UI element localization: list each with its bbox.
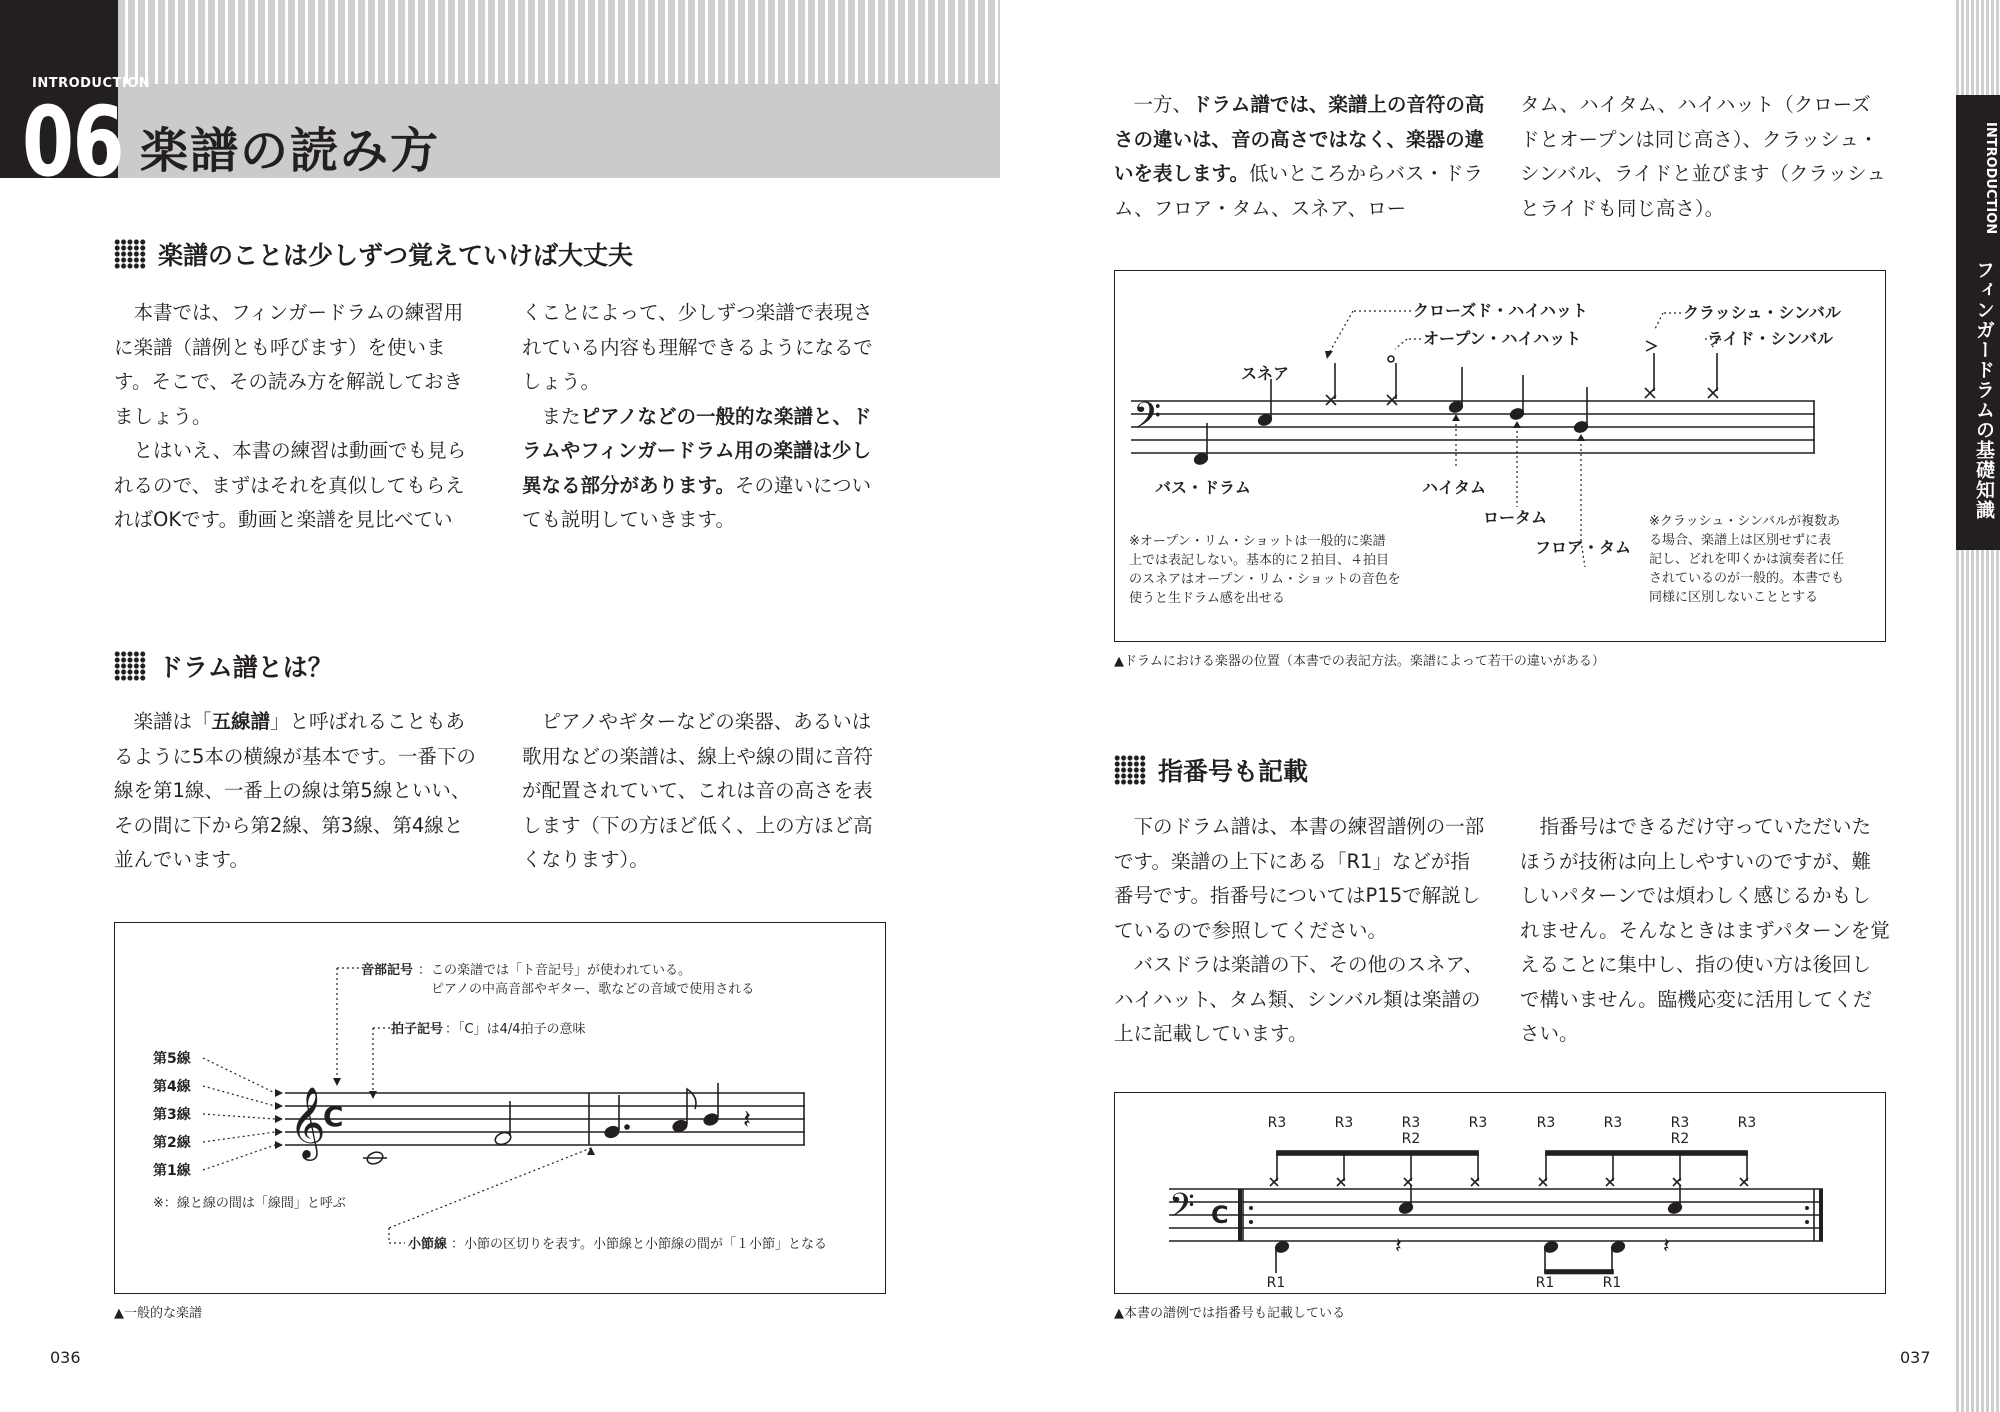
header-number-text: 06: [22, 86, 124, 198]
label-floortom: フロア・タム: [1535, 538, 1632, 557]
text: 楽譜は「: [133, 710, 212, 733]
s3-col2: [1520, 88, 1890, 226]
finger-top-8: R3: [1737, 1115, 1757, 1131]
quarter-rest-icon: 𝄽: [1663, 1234, 1670, 1259]
header-number: [22, 86, 124, 198]
clef-label: 音部記号: [361, 963, 414, 978]
bold-text: 五線譜: [211, 710, 271, 733]
general-staff-svg: [115, 923, 885, 1293]
line-label-2: 第2線: [153, 1135, 191, 1151]
s1-col1: [114, 296, 476, 538]
note-right-1: ※クラッシュ・シンバルが複数あ: [1649, 514, 1841, 529]
finger-top-5: R3: [1536, 1115, 1556, 1131]
text: 一方、: [1133, 93, 1193, 116]
dot-grid-icon: [114, 651, 146, 681]
finger-top-1: R3: [1267, 1115, 1287, 1131]
dot-grid-icon: [1114, 755, 1146, 785]
figure-caption: ▲本書の譜例では指番号も記載している: [1114, 1306, 1345, 1321]
section-heading-2: [114, 648, 333, 684]
clef-text-1: ：この楽譜では「ト音記号」が使われている。: [418, 963, 692, 978]
figure-caption: ▲一般的な楽譜: [114, 1306, 202, 1321]
paragraph: くことによって、少しずつ楽譜で表現されている内容も理解できるようになるでしょう。: [522, 301, 873, 393]
finger-mid-1: R2: [1401, 1131, 1421, 1147]
s4-col2: [1520, 810, 1890, 1052]
figure-caption: ▲ドラムにおける楽器の位置（本書での表記方法。楽譜によって若干の違いがある）: [1114, 654, 1605, 669]
s1-col2: [522, 296, 884, 538]
line-space-note: ※：線と線の間は「線間」と呼ぶ: [153, 1196, 346, 1211]
text: その違いについても説明していきます。: [522, 473, 872, 531]
bold-text: ピアノなどの一般的な楽譜と、ドラムやフィンガードラム用の楽譜は少し異なる部分があります。: [522, 404, 872, 497]
s2-col2: [522, 705, 884, 878]
time-label: 拍子記号: [391, 1022, 444, 1037]
section-heading-4: [1114, 752, 1308, 788]
label-open-hihat: オープン・ハイハット: [1423, 329, 1582, 348]
drum-positions-svg: [1115, 271, 1885, 641]
label-hitom: ハイタム: [1422, 478, 1487, 497]
label-bass-drum: バス・ドラム: [1155, 478, 1251, 497]
paragraph: [522, 400, 884, 538]
finger-top-2: R3: [1334, 1115, 1354, 1131]
finger-bottom-2: R1: [1535, 1275, 1555, 1291]
paragraph: タム、ハイタム、ハイハット（クローズドとオープンは同じ高さ）、クラッシュ・シンバル、ライドと並びます（クラッシュとライドも同じ高さ）。: [1520, 93, 1886, 220]
page-number-left: 036: [50, 1348, 81, 1367]
paragraph: ピアノやギターなどの楽器、あるいは歌用などの楽譜は、線上や線の間に音符が配置されていて、これは音の高さを表します（下の方ほど低く、上の方ほど高くなります）。: [522, 710, 874, 871]
label-lowtom: ロータム: [1483, 508, 1548, 527]
quarter-rest-icon: 𝄽: [1395, 1234, 1402, 1259]
label-crash: クラッシュ・シンバル: [1683, 303, 1841, 322]
line-label-3: 第3線: [153, 1107, 191, 1123]
paragraph: 下のドラム譜は、本書の練習譜例の一部です。楽譜の上下にある「R1」などが指番号です。指番号についてはP15で解説しているので参照してください。: [1114, 815, 1485, 942]
section-heading-text: ドラム譜とは？: [158, 653, 333, 682]
bass-clef-icon: 𝄢: [1133, 395, 1162, 446]
label-ride: ライド・シンバル: [1707, 329, 1834, 348]
s3-col1: [1114, 88, 1486, 226]
line-label-4: 第4線: [153, 1079, 191, 1095]
header-label: INTRODUCTION: [32, 76, 151, 91]
finger-numbers-svg: [1115, 1093, 1885, 1293]
line-label-1: 第1線: [153, 1163, 191, 1179]
quarter-rest-icon: 𝄽: [743, 1105, 751, 1135]
bar-text: ：小節の区切りを表す。小節線と小節線の間が「１小節」となる: [451, 1237, 827, 1252]
note-left-1: ※オープン・リム・ショットは一般的に楽譜: [1129, 534, 1386, 549]
paragraph: バスドラは楽譜の下、その他のスネア、ハイハット、タム類、シンバル類は楽譜の上に記載しています。: [1114, 953, 1483, 1045]
page-title: 楽譜の読み方: [140, 123, 441, 179]
page-number-right: 037: [1900, 1348, 1931, 1367]
label-snare: スネア: [1241, 364, 1290, 383]
common-time-icon: C: [1211, 1201, 1229, 1229]
text: 」と呼ばれることもあるように5本の横線が基本です。一番下の線を第1線、一番上の線は第5線といい、その間に下から第2線、第3線、第4線と並んでいます。: [114, 710, 476, 871]
section-heading-text: 楽譜のことは少しずつ覚えていけば大丈夫: [158, 241, 634, 270]
text: 低いところからバス・ドラム、フロア・タム、スネア、ロー: [1114, 162, 1483, 220]
section-heading-1: [114, 236, 633, 272]
paragraph: 指番号はできるだけ守っていただいたほうが技術は向上しやすいのですが、難しいパターンでは煩わしく感じるかもしれません。そんなときはまずパターンを覚えることに集中し、指の使い方は後回しで構いません。臨機応変に活用してください。: [1520, 815, 1890, 1045]
bold-text: ドラム譜では、楽譜上の音符の高さの違いは、音の高さではなく、楽器の違いを表します。: [1114, 93, 1485, 185]
line-label-5: 第5線: [153, 1051, 191, 1067]
s4-col1: [1114, 810, 1486, 1052]
finger-top-7: R3: [1670, 1115, 1690, 1131]
common-time-icon: C: [323, 1100, 344, 1133]
s2-col1: [114, 705, 476, 878]
figure-finger-numbers: [1114, 1092, 1886, 1294]
figure-drum-positions: [1114, 270, 1886, 642]
paragraph: [114, 705, 476, 878]
accent-icon: [1646, 341, 1656, 351]
figure-general-staff: [114, 922, 886, 1294]
note-right-5: 同様に区別しないこととする: [1649, 590, 1819, 605]
treble-clef-icon: 𝄞: [289, 1085, 326, 1158]
note-left-3: のスネアはオープン・リム・ショットの音色を: [1129, 572, 1401, 587]
note-right-3: 記し、どれを叩くかは演奏者に任: [1649, 552, 1845, 567]
section-heading-text: 指番号も記載: [1158, 757, 1309, 786]
sidebar-chapter: フィンガードラムの基礎知識: [1973, 260, 1995, 520]
time-text: ：「C」は4/4拍子の意味: [445, 1022, 586, 1037]
finger-top-3: R3: [1401, 1115, 1421, 1131]
paragraph: 本書では、フィンガードラムの練習用に楽譜（譜例とも呼びます）を使います。そこで、その読み方を解説しておきましょう。: [114, 301, 464, 428]
finger-mid-2: R2: [1670, 1131, 1690, 1147]
bar-label: 小節線: [408, 1237, 448, 1252]
finger-bottom-3: R1: [1602, 1275, 1622, 1291]
text: また: [541, 404, 581, 428]
finger-bottom-1: R1: [1266, 1275, 1286, 1291]
sidebar-label: INTRODUCTION: [1983, 122, 1998, 235]
note-right-4: されているのが一般的。本書でも: [1649, 571, 1845, 586]
label-closed-hihat: クローズド・ハイハット: [1413, 301, 1588, 320]
dot-grid-icon: [114, 239, 146, 269]
note-left-4: 使うと生ドラム感を出せる: [1129, 591, 1285, 606]
paragraph: [1114, 88, 1486, 226]
bass-clef-icon: 𝄢: [1169, 1187, 1195, 1233]
note-left-2: 上では表記しない。基本的に２拍目、４拍目: [1129, 553, 1390, 568]
finger-top-4: R3: [1468, 1115, 1488, 1131]
note-right-2: る場合、楽譜上は区別せずに表: [1649, 533, 1832, 548]
finger-top-6: R3: [1603, 1115, 1623, 1131]
clef-text-2: ピアノの中高音部やギター、歌などの音域で使用される: [431, 982, 755, 997]
paragraph: とはいえ、本書の練習は動画でも見られるので、まずはそれを真似してもらえればOKです。動画と楽譜を見比べてい: [114, 439, 467, 531]
